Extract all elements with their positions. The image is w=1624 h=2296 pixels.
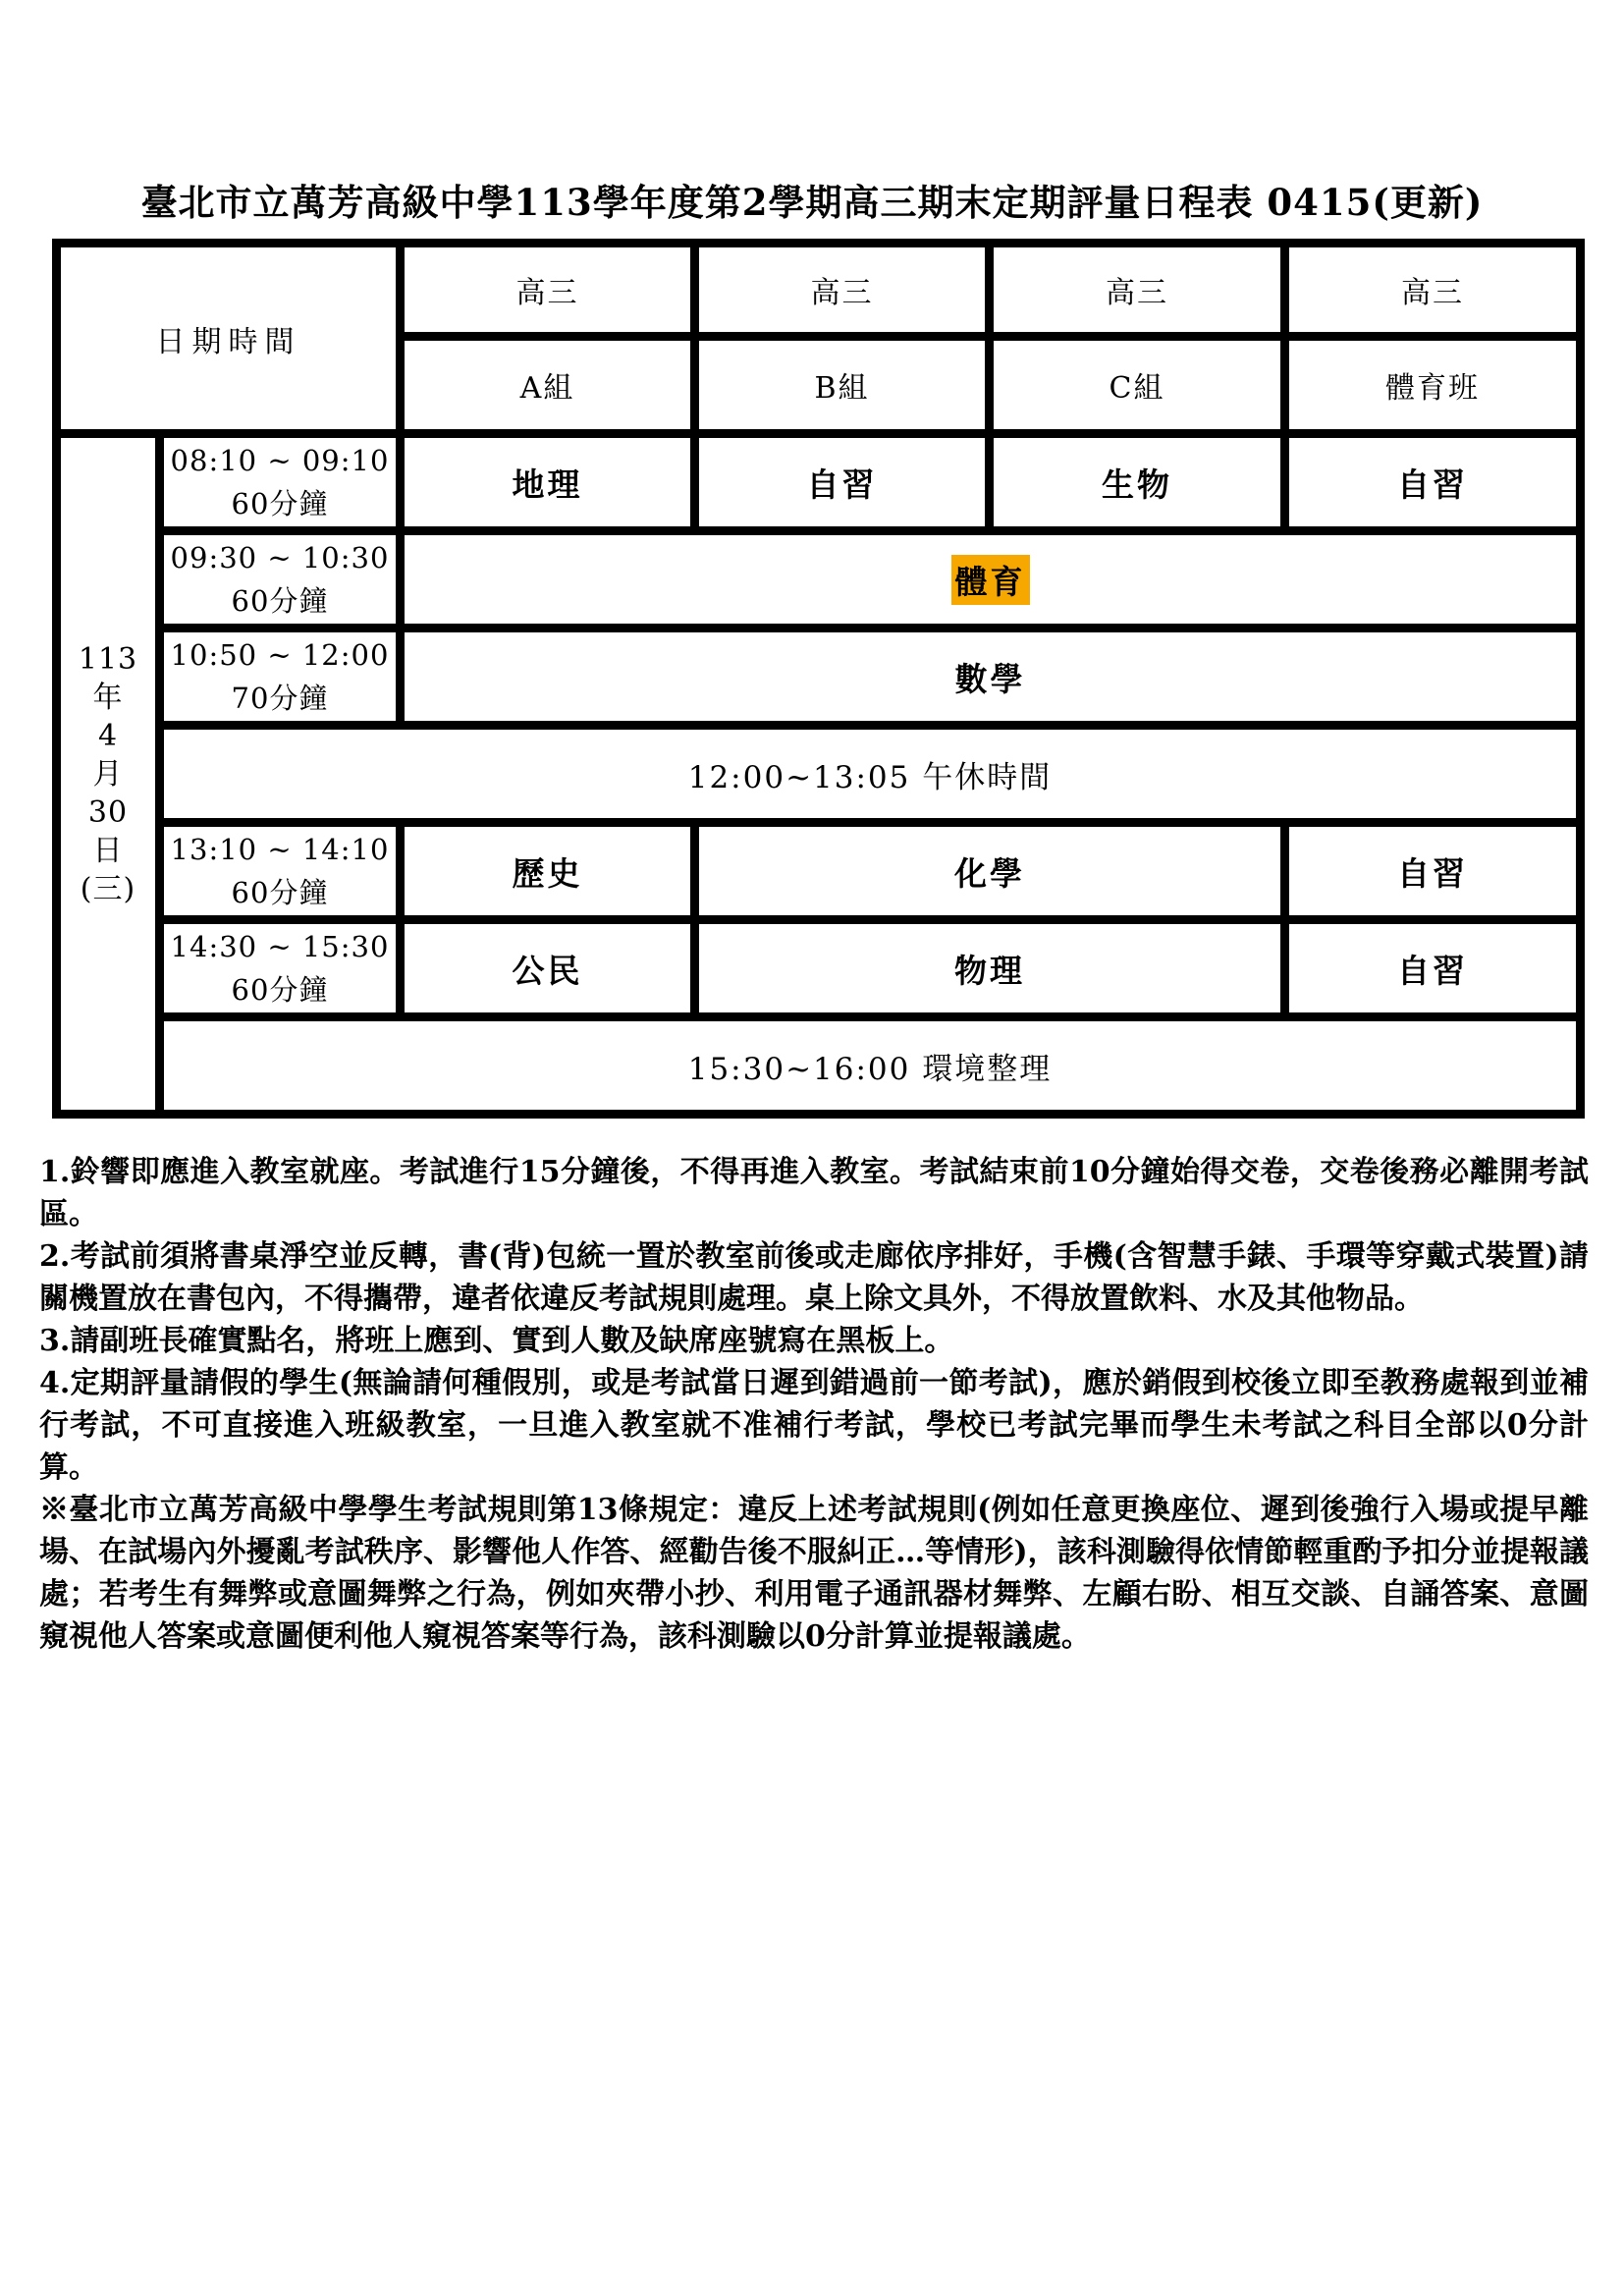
time-range: 08:10 ~ 09:10 [170,444,390,477]
grade-header-cell-pe: 高三 [1285,244,1581,337]
table-row-0930 [57,531,1581,629]
date-cell [57,434,160,1115]
group-header-cell-a: A組 [401,337,695,434]
table-row-1310 [57,823,1581,920]
date-line: 月 [92,756,124,792]
time-cell [160,823,401,920]
note-item-4: 4.定期評量請假的學生(無論請何種假別，或是考試當日遲到錯過前一節考試)，應於銷假到校後立即至教務處報到並補行考試，不可直接進入班級教室，一旦進入教室就不准補行考試，學校已考試完畢而學生未考試之科目全部以0分計算。 [39,1366,1589,1485]
group-header-cell-b: B組 [695,337,990,434]
date-line: 4 [97,718,119,753]
note-item-3: 3.請副班長確實點名，將班上應到、實到人數及缺席座號寫在黑板上。 [39,1324,954,1358]
time-cell [160,434,401,531]
time-duration: 60分鐘 [231,487,329,520]
schedule-table [52,239,1585,1119]
corner-header-cell: 日期時間 [57,244,401,434]
subject-cell-pe-merged [401,531,1581,629]
subject-cell-chemistry-merged: 化學 [695,823,1285,920]
table-row-1430 [57,920,1581,1017]
subject-cell-selfstudy: 自習 [695,434,990,531]
time-range: 09:30 ~ 10:30 [170,541,390,574]
subject-cell-math-merged: 數學 [401,629,1581,726]
notes-section [39,1151,1589,1658]
subject-cell-biology: 生物 [990,434,1285,531]
subject-cell-history: 歷史 [401,823,695,920]
time-range: 10:50 ~ 12:00 [170,638,390,672]
note-item-1: 1.鈴響即應進入教室就座。考試進行15分鐘後，不得再進入教室。考試結束前10分鐘始得交卷，交卷後務必離開考試區。 [39,1155,1589,1231]
header-row-grade [57,244,1581,337]
grade-header-cell-c: 高三 [990,244,1285,337]
lunch-break-cell: 12:00~13:05 午休時間 [160,726,1581,823]
time-range: 13:10 ~ 14:10 [170,833,390,866]
date-line: 年 [92,680,124,715]
grade-header-cell-a: 高三 [401,244,695,337]
date-line: 113 [78,641,138,677]
page-title: 臺北市立萬芳高級中學113學年度第2學期高三期末定期評量日程表 0415(更新) [140,181,1484,224]
subject-cell-physics-merged: 物理 [695,920,1285,1017]
table-row-1050 [57,629,1581,726]
date-line: (三) [80,871,136,906]
time-duration: 60分鐘 [231,876,329,909]
table-row-cleanup [57,1017,1581,1115]
table-row-0810 [57,434,1581,531]
group-header-cell-pe: 體育班 [1285,337,1581,434]
date-line: 30 [87,794,129,830]
date-line: 日 [92,833,124,868]
time-duration: 60分鐘 [231,973,329,1007]
subject-cell-geography: 地理 [401,434,695,531]
time-duration: 60分鐘 [231,584,329,618]
subject-cell-selfstudy: 自習 [1285,434,1581,531]
time-cell [160,629,401,726]
time-range: 14:30 ~ 15:30 [170,930,390,963]
time-cell [160,531,401,629]
group-header-cell-c: C組 [990,337,1285,434]
table-row-lunch [57,726,1581,823]
note-item-2: 2.考試前須將書桌淨空並反轉，書(背)包統一置於教室前後或走廊依序排好，手機(含智慧手錶、手環等穿戴式裝置)請關機置放在書包內，不得攜帶，違者依違反考試規則處理。桌上除文具外，不得放置飲料、水及其他物品。 [39,1239,1589,1316]
grade-header-cell-b: 高三 [695,244,990,337]
subject-cell-selfstudy: 自習 [1285,920,1581,1017]
time-cell [160,920,401,1017]
cleanup-cell: 15:30~16:00 環境整理 [160,1017,1581,1115]
subject-cell-selfstudy: 自習 [1285,823,1581,920]
subject-cell-civics: 公民 [401,920,695,1017]
note-item-rule13: ※臺北市立萬芳高級中學學生考試規則第13條規定：違反上述考試規則(例如任意更換座位、遲到後強行入場或提早離場、在試場內外擾亂考試秩序、影響他人作答、經勸告後不服糾正…等情形)，該科測驗得依情節輕重酌予扣分並提報議處；若考生有舞弊或意圖舞弊之行為，例如夾帶小抄、利用電子通訊器材舞弊、左顧右盼、相互交談、自誦答案、意圖窺視他人答案或意圖便利他人窺視答案等行為，該科測驗以0分計算並提報議處。 [39,1493,1589,1654]
highlighted-subject: 體育 [951,555,1030,605]
time-duration: 70分鐘 [231,682,329,715]
